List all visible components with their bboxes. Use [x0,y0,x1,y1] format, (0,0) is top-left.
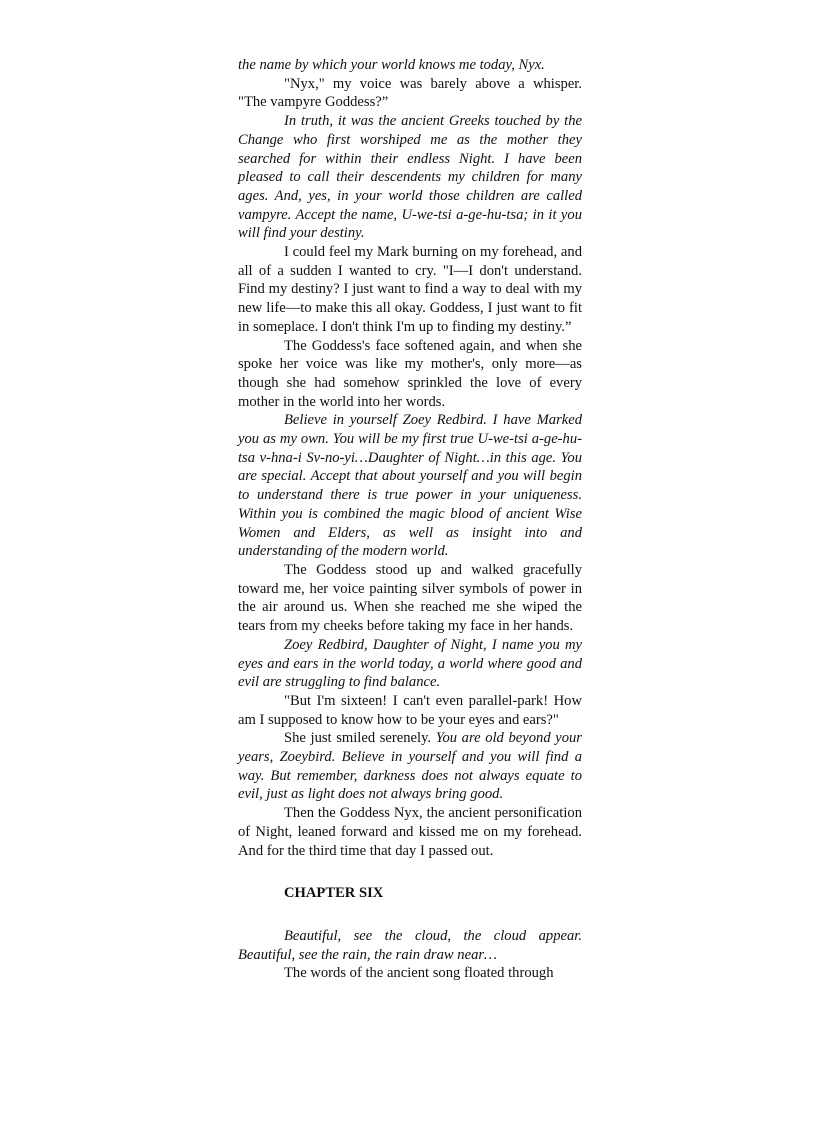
chapter-heading: CHAPTER SIX [284,885,384,902]
paragraph: "Nyx," my voice was barely above a whisper. "The vampyre Goddess?” [238,75,582,111]
paragraph: Believe in yourself Zoey Redbird. I have Marked you as my own. You will be my first true U-we-tsi a-ge-hu-tsa v-hna-i Sv-no-yi…Daughter of Night…in this age. You are special. Accept that about yourself and you will begin to understand there is true power in your uniqueness. Within you is combined the magic blood of ancient Wise Women and Elders, as well as insight into and understanding of the modern world. [238,412,582,560]
paragraph: the name by which your world knows me today, Nyx. [238,57,545,73]
paragraph: The Goddess's face softened again, and when she spoke her voice was like my mother's, only more—as though she had somehow sprinkled the love of every mother in the world into her words. [238,337,582,410]
paragraph: Zoey Redbird, Daughter of Night, I name you my eyes and ears in the world today, a world where good and evil are struggling to find balance. [238,636,582,691]
paragraph: The Goddess stood up and walked gracefully toward me, her voice painting silver symbols of power in the air around us. When she reached me she wiped the tears from my cheeks before taking my face in her hands. [238,561,582,635]
paragraph: The words of the ancient song floated through [284,965,554,982]
paragraph: In truth, it was the ancient Greeks touched by the Change who first worshiped me as the mother they searched for within their endless Night. I have been pleased to call their descendents my children for many ages. And, yes, in your world those children are called vampyre. Accept the name, U-we-tsi a-ge-hu-tsa; in it you will find your destiny. [238,113,582,242]
paragraph: "But I'm sixteen! I can't even parallel-park! How am I supposed to know how to be your eyes and ears?" [238,692,582,728]
paragraph-italic-speech: You are old beyond your years, Zoeybird. Believe in yourself and you will find a way. But remember, darkness does not always equate to evil, just as light does not always bring good. [238,730,582,803]
paragraph: I could feel my Mark burning on my forehead, and all of a sudden I wanted to cry. "I—I don't understand. Find my destiny? I just want to find a way to deal with my new life—to make this all okay. Goddess, I just want to fit in someplace. I don't think I'm up to finding my destiny.” [238,244,582,335]
paragraph-lead: She just smiled serenely. [284,730,436,747]
paragraph: Beautiful, see the cloud, the cloud appear. Beautiful, see the rain, the rain draw near… [238,927,582,963]
paragraph-mixed [238,729,582,804]
paragraph: Then the Goddess Nyx, the ancient personification of Night, leaned forward and kissed me on my forehead. And for the third time that day I passed out. [238,805,582,859]
text-column [238,56,582,983]
